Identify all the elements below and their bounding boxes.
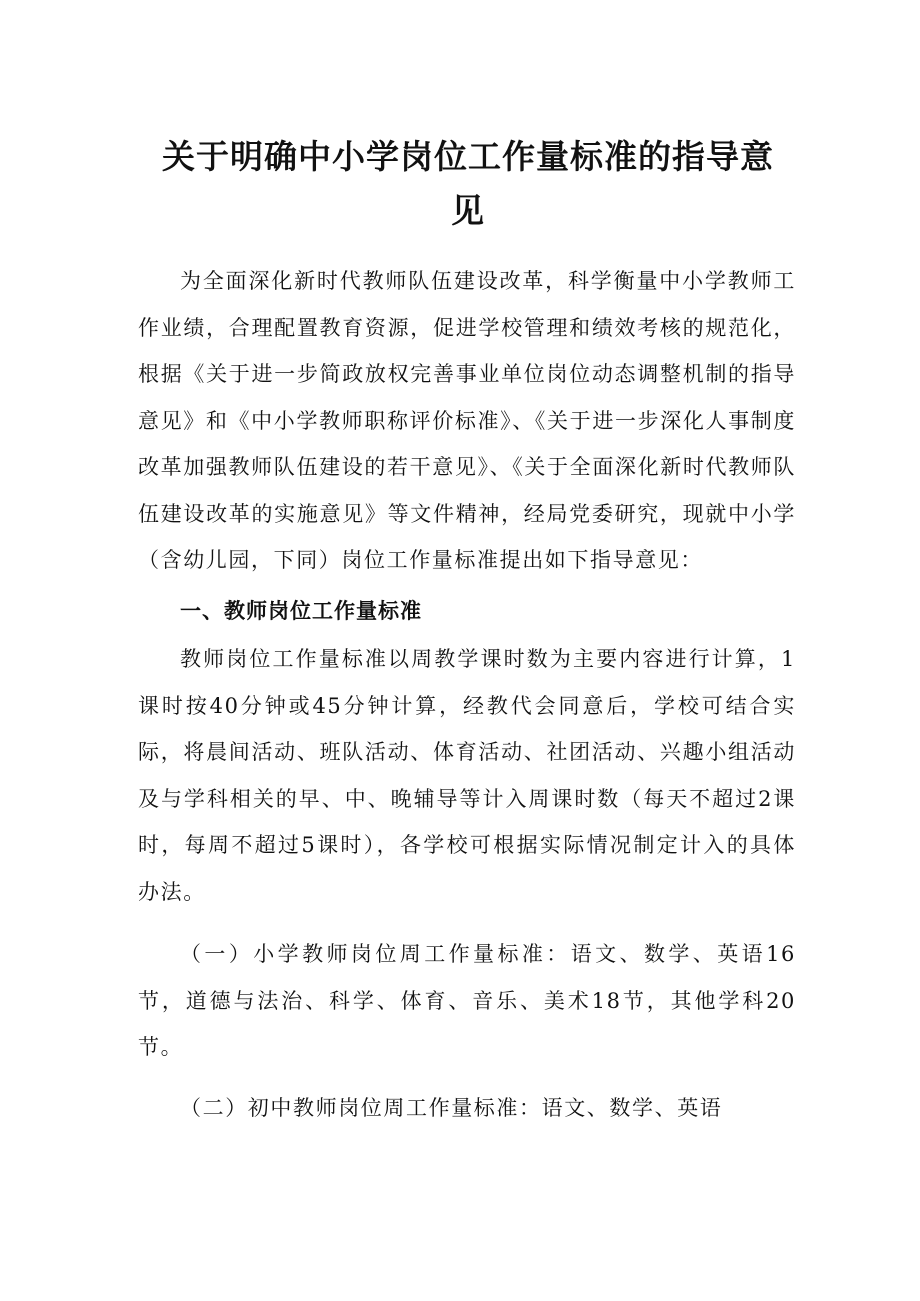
teacher-standard-paragraph: 教师岗位工作量标准以周教学课时数为主要内容进行计算，1课时按40分钟或45分钟计算，经教代会同意后，学校可结合实际，将晨间活动、班队活动、体育活动、社团活动、兴趣小组活动及与学科相关的早、中、晚辅导等计入周课时数（每天不超过2课时，每周不超过5课时），各学校可根据实际情况制定计入的具体办法。 (138, 647, 796, 904)
section-heading-teacher-standard: 一、教师岗位工作量标准 (180, 598, 422, 623)
document-title (138, 130, 798, 238)
document-body (138, 258, 796, 1131)
title-line-1: 关于明确中小学岗位工作量标准的指导意 (162, 137, 774, 176)
primary-school-standard-paragraph: （一）小学教师岗位周工作量标准：语文、数学、英语16节，道德与法治、科学、体育、音乐、美术18节，其他学科20节。 (138, 942, 796, 1059)
intro-paragraph: 为全面深化新时代教师队伍建设改革，科学衡量中小学教师工作业绩，合理配置教育资源，促进学校管理和绩效考核的规范化，根据《关于进一步简政放权完善事业单位岗位动态调整机制的指导意见》和《中小学教师职称评价标准》、《关于进一步深化人事制度改革加强教师队伍建设的若干意见》、《关于全面深化新时代教师队伍建设改革的实施意见》等文件精神，经局党委研究，现就中小学（含幼儿园，下同）岗位工作量标准提出如下指导意见： (138, 269, 796, 572)
title-line-2: 见 (451, 191, 485, 230)
junior-school-standard-paragraph: （二）初中教师岗位周工作量标准：语文、数学、英语 (180, 1095, 723, 1120)
